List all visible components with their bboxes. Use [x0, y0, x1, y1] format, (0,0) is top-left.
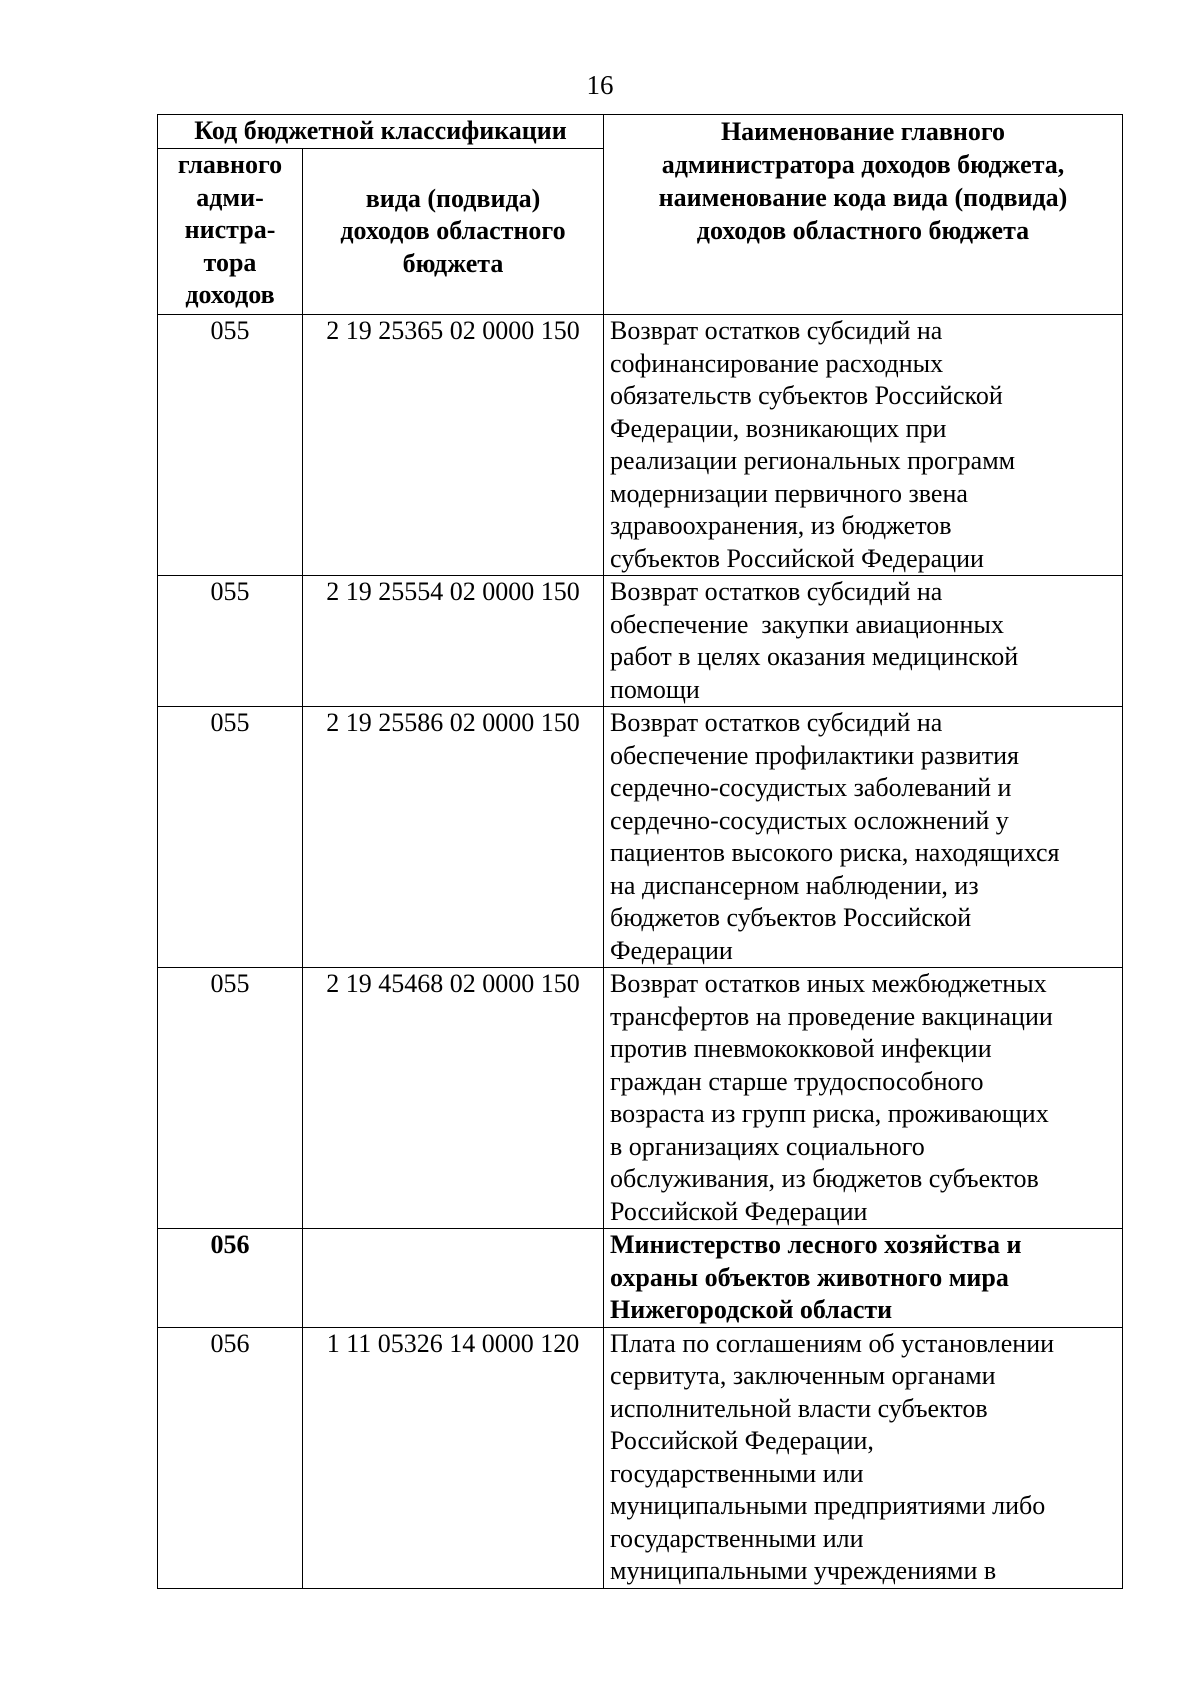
admin-code-cell: 056: [158, 1327, 303, 1588]
description-line: Министерство лесного хозяйства и: [610, 1230, 1022, 1259]
header-name-line: Наименование главного: [720, 117, 1006, 146]
description-line: муниципальными предприятиями либо: [610, 1491, 1046, 1520]
table-row: [158, 707, 1123, 968]
header-name-line: доходов областного бюджета: [696, 216, 1030, 245]
description-line: исполнительной власти субъектов: [610, 1393, 988, 1423]
table-row: [158, 968, 1123, 1229]
header-admin-line: доходов: [185, 280, 275, 309]
description-line: Российской Федерации: [610, 1196, 868, 1226]
description-line: против пневмококковой инфекции: [610, 1034, 992, 1063]
page-number: 16: [586, 70, 614, 100]
header-admin-line: нистра-: [184, 215, 276, 244]
header-admin-line: тора: [203, 247, 257, 277]
description-line: охраны объектов животного мира: [610, 1262, 1009, 1292]
description-line: бюджетов субъектов Российской: [610, 903, 972, 932]
header-admin-line: адми-: [196, 182, 264, 212]
description-line: сердечно-сосудистых осложнений у: [610, 805, 1009, 835]
description-line: муниципальными учреждениями в: [610, 1556, 997, 1585]
income-code-cell: 2 19 25586 02 0000 150: [303, 707, 604, 968]
description-line: обеспечение профилактики развития: [610, 740, 1019, 770]
description-cell: [604, 707, 1123, 968]
description-line: государственными или: [610, 1458, 864, 1488]
description-line: в организациях социального: [610, 1131, 925, 1161]
description-line: обязательств субъектов Российской: [610, 381, 1003, 410]
description-line: помощи: [610, 674, 700, 704]
description-cell: [604, 1327, 1123, 1588]
header-name-column: [604, 115, 1123, 315]
header-code-column: [303, 149, 604, 315]
description-line: Федерации: [610, 935, 733, 965]
description-line: Возврат остатков субсидий на: [610, 708, 943, 737]
header-code-line: доходов областного: [340, 216, 566, 246]
description-line: здравоохранения, из бюджетов: [610, 511, 952, 540]
description-line: Нижегородской области: [610, 1295, 893, 1324]
description-line: обеспечение закупки авиационных: [610, 609, 1004, 639]
table-row: [158, 576, 1123, 707]
admin-code-cell: 056: [158, 1229, 303, 1328]
description-line: Возврат остатков субсидий на: [610, 316, 943, 345]
description-line: Российской Федерации,: [610, 1426, 874, 1455]
header-admin-column: [158, 149, 303, 315]
table-body: [158, 315, 1123, 1589]
description-cell: [604, 576, 1123, 707]
header-code-line: вида (подвида): [365, 183, 541, 213]
header-name-line: наименование кода вида (подвида): [658, 183, 1068, 212]
description-line: возраста из групп риска, проживающих: [610, 1099, 1049, 1128]
income-code-cell: [303, 1229, 604, 1328]
description-line: работ в целях оказания медицинской: [610, 642, 1019, 671]
income-code-cell: 1 11 05326 14 0000 120: [303, 1327, 604, 1588]
header-budget-classification-code: Код бюджетной классификации: [158, 115, 604, 149]
description-line: Возврат остатков субсидий на: [610, 577, 943, 606]
description-line: обслуживания, из бюджетов субъектов: [610, 1164, 1039, 1193]
table-row: [158, 1327, 1123, 1588]
description-line: субъектов Российской Федерации: [610, 543, 984, 573]
admin-code-cell: 055: [158, 707, 303, 968]
budget-classification-table: [157, 114, 1123, 1589]
admin-code-cell: 055: [158, 315, 303, 576]
income-code-cell: 2 19 45468 02 0000 150: [303, 968, 604, 1229]
description-line: софинансирование расходных: [610, 348, 944, 378]
header-name-line: администратора доходов бюджета,: [661, 150, 1065, 179]
admin-code-cell: 055: [158, 968, 303, 1229]
income-code-cell: 2 19 25365 02 0000 150: [303, 315, 604, 576]
header-admin-line: главного: [177, 150, 283, 179]
description-line: Возврат остатков иных межбюджетных: [610, 969, 1047, 998]
description-line: Федерации, возникающих при: [610, 413, 947, 443]
description-line: сердечно-сосудистых заболеваний и: [610, 773, 1012, 802]
description-line: на диспансерном наблюдении, из: [610, 870, 979, 900]
description-line: модернизации первичного звена: [610, 478, 968, 508]
description-line: Плата по соглашениям об установлении: [610, 1328, 1055, 1358]
description-line: граждан старше трудоспособного: [610, 1066, 984, 1096]
table-row: [158, 1229, 1123, 1328]
description-line: трансфертов на проведение вакцинации: [610, 1001, 1053, 1031]
description-cell: [604, 1229, 1123, 1328]
description-cell: [604, 968, 1123, 1229]
income-code-cell: 2 19 25554 02 0000 150: [303, 576, 604, 707]
description-line: государственными или: [610, 1523, 864, 1553]
header-code-line: бюджета: [402, 248, 504, 278]
description-line: сервитута, заключенным органами: [610, 1361, 996, 1390]
description-cell: [604, 315, 1123, 576]
admin-code-cell: 055: [158, 576, 303, 707]
description-line: пациентов высокого риска, находящихся: [610, 838, 1060, 867]
description-line: реализации региональных программ: [610, 446, 1016, 475]
table-row: [158, 315, 1123, 576]
